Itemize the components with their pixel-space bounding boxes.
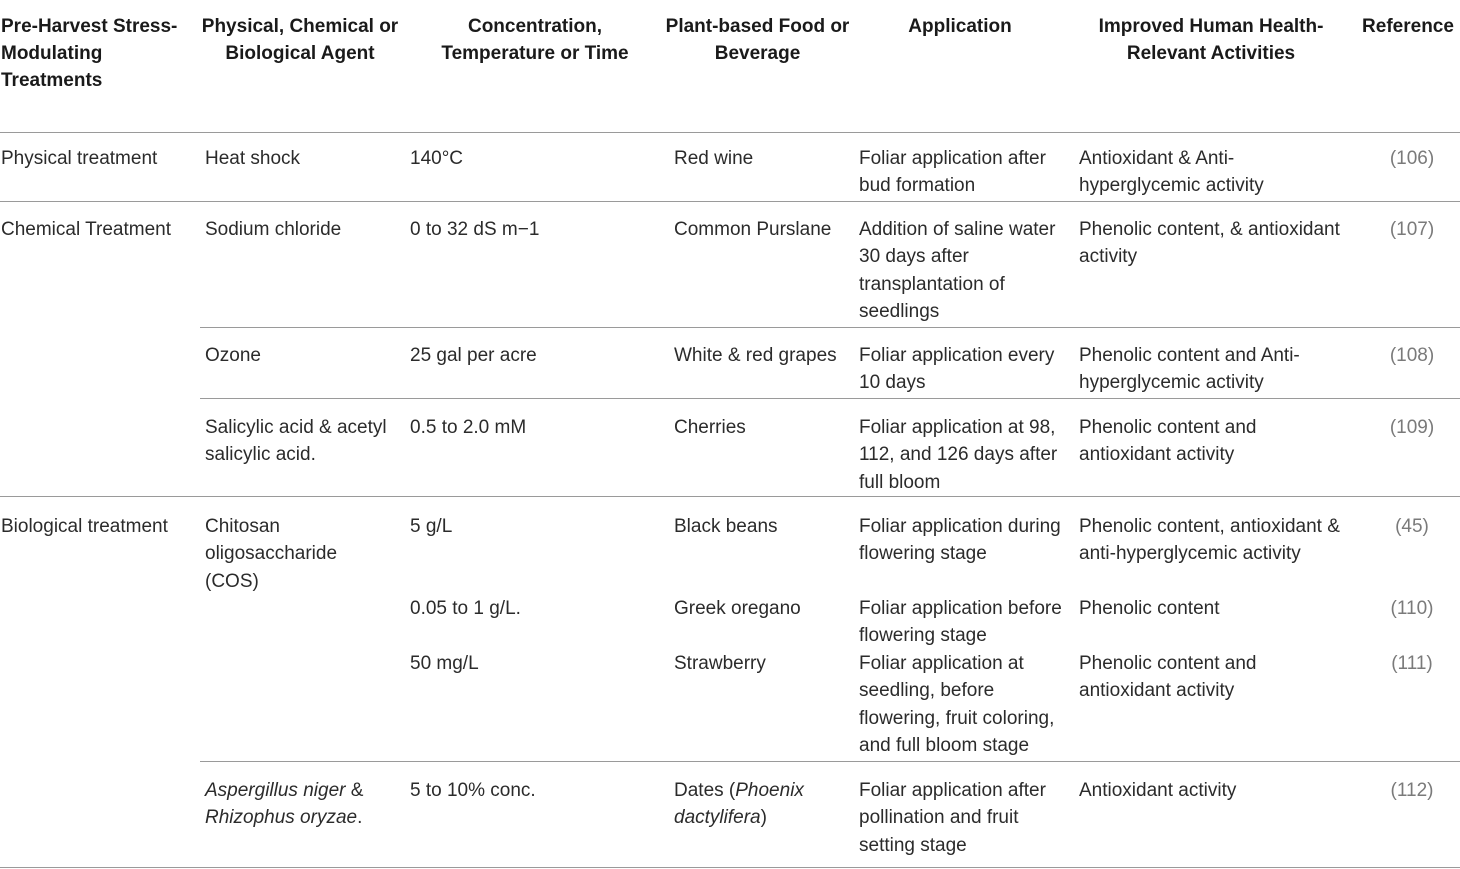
cell-activities: Antioxidant & Anti-hyperglycemic activity — [1079, 148, 1264, 197]
cell-application: Foliar application every 10 days — [859, 345, 1055, 394]
header-concentration: Concentration, Temperature or Time — [441, 16, 629, 64]
cell-concentration: 50 mg/L — [410, 653, 479, 674]
cell-reference[interactable]: (109) — [1389, 417, 1435, 438]
cell-activities: Phenolic content — [1079, 598, 1220, 619]
cell-concentration: 0 to 32 dS m−1 — [410, 219, 540, 240]
cell-food: Common Purslane — [674, 219, 832, 240]
cell-activities: Phenolic content, & antioxidant activity — [1079, 219, 1340, 268]
group-physical: Physical treatment — [1, 148, 158, 169]
cell-food: Black beans — [674, 516, 778, 537]
cell-concentration: 140°C — [410, 148, 464, 169]
cell-reference[interactable]: (112) — [1390, 780, 1434, 801]
cell-application: Foliar application after bud formation — [859, 148, 1046, 197]
row-divider — [0, 201, 1460, 202]
header-treatment: Pre-Harvest Stress-Modulating Treatments — [1, 16, 178, 91]
cell-application: Foliar application at seedling, before flowering, fruit coloring, and full bloom stage — [859, 653, 1055, 756]
cell-agent: Aspergillus niger & Rhizophus oryzae. — [205, 780, 364, 829]
cell-reference[interactable]: (111) — [1391, 653, 1433, 674]
cell-activities: Phenolic content and antioxidant activity — [1079, 417, 1257, 466]
group-biological: Biological treatment — [1, 516, 168, 537]
table-bottom-rule — [0, 867, 1460, 868]
cell-concentration: 0.5 to 2.0 mM — [410, 417, 527, 438]
cell-concentration: 5 g/L — [410, 516, 453, 537]
cell-food: Red wine — [674, 148, 754, 169]
cell-concentration: 5 to 10% conc. — [410, 780, 536, 801]
cell-agent: Chitosan oligosaccharide (COS) — [205, 516, 338, 592]
cell-application: Foliar application during flowering stage — [859, 516, 1061, 565]
cell-agent: Heat shock — [205, 148, 301, 169]
cell-reference[interactable]: (106) — [1389, 148, 1435, 169]
species-aspergillus: Aspergillus niger — [205, 780, 346, 801]
cell-food: Cherries — [674, 417, 746, 438]
cell-agent: Ozone — [205, 345, 261, 366]
cell-agent: Salicylic acid & acetyl salicylic acid. — [205, 417, 387, 466]
cell-application: Foliar application before flowering stage — [859, 598, 1062, 647]
cell-activities: Phenolic content and Anti-hyperglycemic activity — [1079, 345, 1300, 394]
cell-food: Greek oregano — [674, 598, 801, 619]
header-activities: Improved Human Health-Relevant Activities — [1098, 16, 1324, 64]
header-reference: Reference — [1362, 16, 1454, 37]
cell-food: Strawberry — [674, 653, 766, 674]
cell-activities: Phenolic content and antioxidant activity — [1079, 653, 1257, 702]
row-divider — [0, 496, 1460, 497]
cell-concentration: 0.05 to 1 g/L. — [410, 598, 521, 619]
cell-reference[interactable]: (110) — [1390, 598, 1434, 619]
cell-reference[interactable]: (45) — [1395, 516, 1429, 537]
row-divider — [200, 761, 1460, 762]
header-divider — [0, 132, 1460, 133]
cell-food: Dates (Phoenix dactylifera) — [674, 780, 804, 829]
cell-activities: Phenolic content, antioxidant & anti-hyperglycemic activity — [1079, 516, 1340, 565]
cell-food: White & red grapes — [674, 345, 837, 366]
cell-concentration: 25 gal per acre — [410, 345, 537, 366]
header-application: Application — [908, 16, 1012, 37]
cell-application: Addition of saline water 30 days after transplantation of seedlings — [859, 219, 1056, 322]
row-divider — [200, 327, 1460, 328]
cell-application: Foliar application after pollination and fruit setting stage — [859, 780, 1046, 856]
header-food: Plant-based Food or Beverage — [665, 16, 850, 64]
group-chemical: Chemical Treatment — [1, 219, 172, 240]
row-divider — [200, 398, 1460, 399]
header-agent: Physical, Chemical or Biological Agent — [201, 16, 399, 64]
cell-reference[interactable]: (107) — [1389, 219, 1435, 240]
species-phoenix: Phoenix dactylifera — [674, 780, 804, 829]
species-rhizophus: Rhizophus oryzae — [205, 807, 358, 829]
cell-application: Foliar application at 98, 112, and 126 days after full bloom — [859, 417, 1058, 493]
cell-agent: Sodium chloride — [205, 219, 342, 240]
cell-activities: Antioxidant activity — [1079, 780, 1237, 801]
cell-reference[interactable]: (108) — [1389, 345, 1435, 366]
